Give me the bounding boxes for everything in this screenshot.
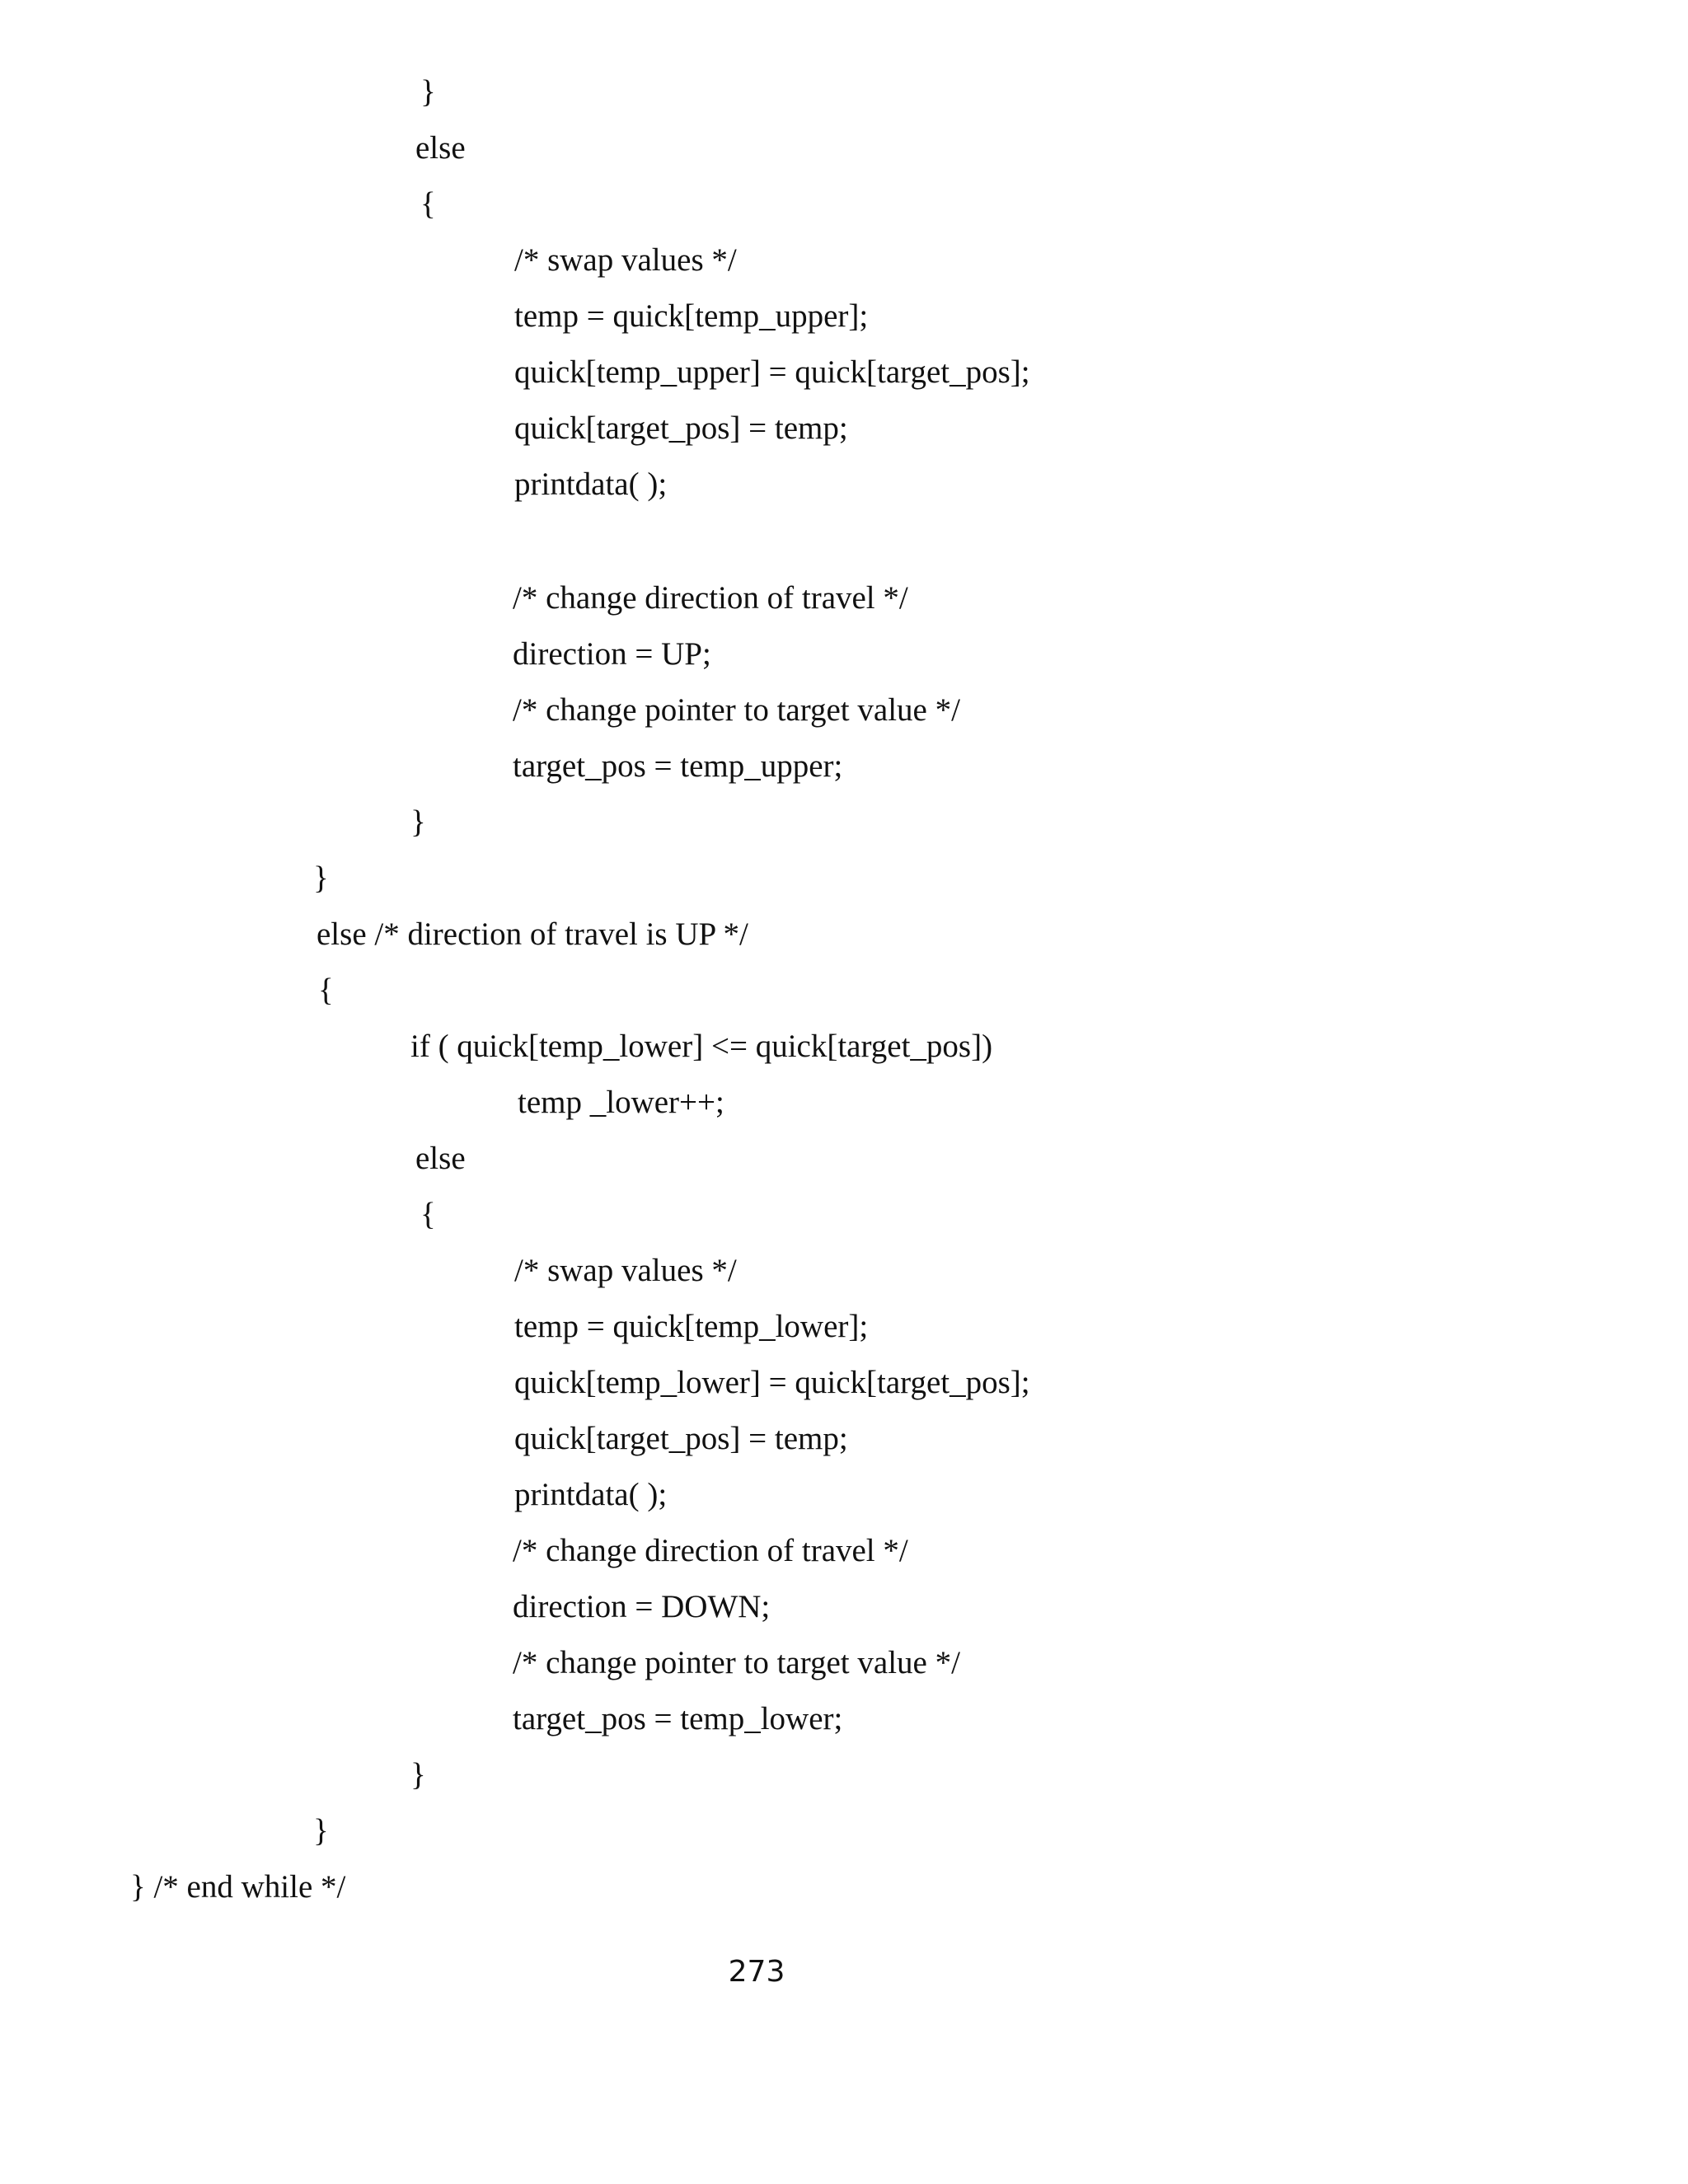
code-line: } /* end while */ [130,1869,346,1905]
code-line: { [420,186,436,222]
code-line: temp = quick[temp_upper]; [514,298,869,334]
code-line: quick[temp_lower] = quick[target_pos]; [514,1365,1030,1400]
code-line: else [415,1141,466,1176]
code-line: } [313,860,329,896]
code-line: quick[temp_upper] = quick[target_pos]; [514,354,1030,390]
code-line: target_pos = temp_lower; [513,1701,843,1736]
page-number: 273 [728,1955,785,1989]
code-line: { [420,1197,436,1232]
code-line: temp _lower++; [518,1085,724,1120]
code-line: /* change pointer to target value */ [513,692,960,728]
code-line: } [313,1813,329,1849]
code-line: printdata( ); [514,1477,668,1512]
code-line: { [318,972,334,1008]
code-line: /* swap values */ [514,1253,737,1288]
code-line: } [410,1757,426,1793]
code-line: else /* direction of travel is UP */ [316,916,748,952]
code-line: printdata( ); [514,466,668,502]
code-line: direction = UP; [513,636,711,672]
code-line: /* swap values */ [514,242,737,278]
code-line: if ( quick[temp_lower] <= quick[target_pos]) [410,1029,993,1064]
code-line: } [420,74,436,110]
code-line: /* change direction of travel */ [513,1533,908,1568]
code-line: target_pos = temp_upper; [513,748,843,784]
code-line: else [415,130,466,166]
code-line: } [410,804,426,840]
code-line: /* change pointer to target value */ [513,1645,960,1680]
code-line: quick[target_pos] = temp; [514,1421,848,1456]
code-line: temp = quick[temp_lower]; [514,1309,869,1344]
code-line: direction = DOWN; [513,1589,771,1624]
code-line: /* change direction of travel */ [513,580,908,616]
code-line: quick[target_pos] = temp; [514,410,848,446]
